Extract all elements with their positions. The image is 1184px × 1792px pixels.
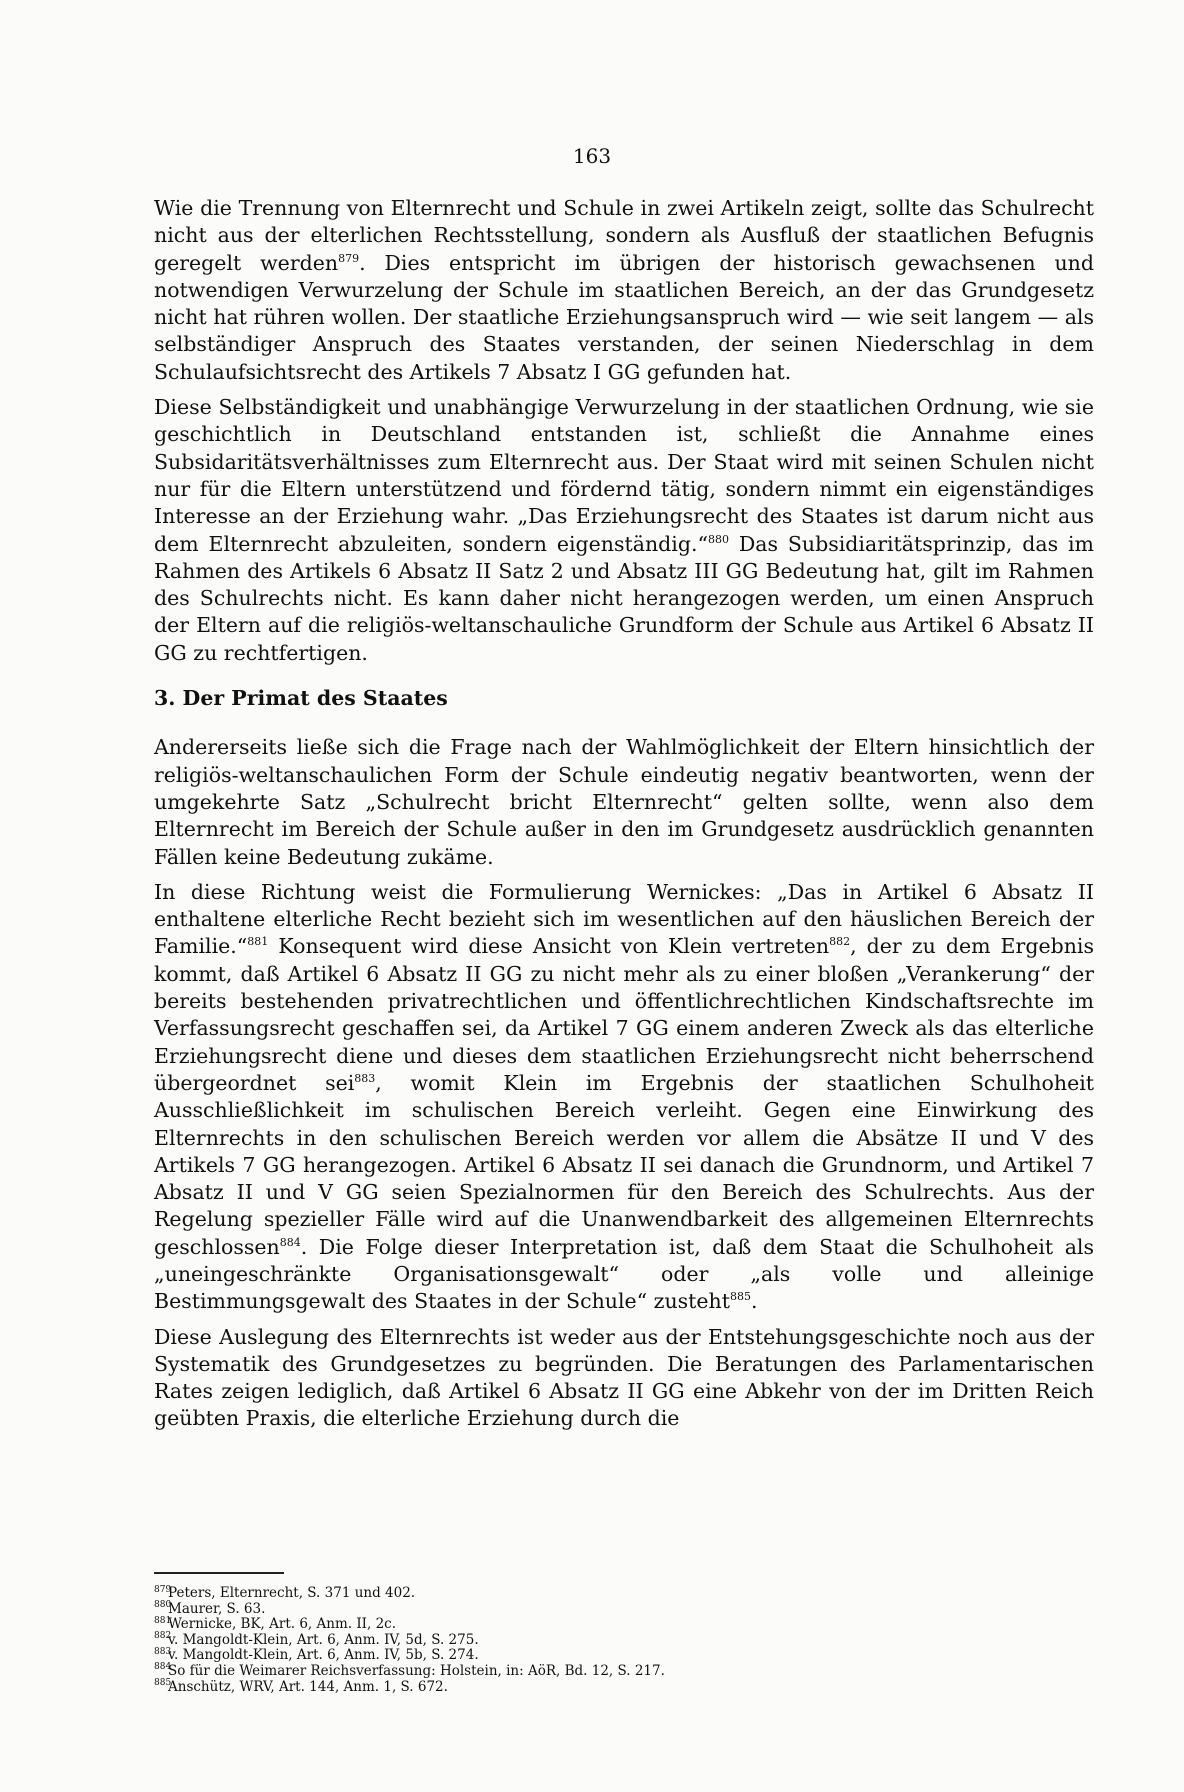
footnote-text: Maurer, S. 63. [168,1600,266,1617]
page-number: 163 [572,144,612,168]
paragraph [154,879,1094,1316]
text-segment: . [751,1289,758,1314]
footnote-reference: 881 [247,935,269,949]
footnotes [154,1586,1054,1695]
footnote-text: Wernicke, BK, Art. 6, Anm. II, 2c. [168,1616,397,1633]
footnote: 882v. Mangoldt-Klein, Art. 6, Anm. IV, 5d, S. 275. [154,1631,479,1648]
paragraph [154,394,1094,667]
footnote: 883v. Mangoldt-Klein, Art. 6, Anm. IV, 5b, S. 274. [154,1646,479,1664]
footnote-reference: 884 [279,1235,301,1249]
footnote-reference: 879 [338,251,360,265]
footnote-text: Peters, Elternrecht, S. 371 und 402. [168,1585,416,1601]
text-segment: , der zu dem Ergebnis kommt, daß Artikel 6 Absatz II GG zu nicht mehr als zu einer bloßen „Verankerung“ der bereits bestehenden privatrechtlichen und öffentlichrechtlichen Kindschaftsrechte im Verfassungsrecht geschaffen sei, da Artikel 7 GG einem anderen Zweck als das elterliche Erziehungsrecht diene und dieses dem staatlichen Erziehungsrecht nicht beherrschend übergeordnet sei [154,934,1094,1095]
text-segment: 3. Der Primat des Staates [154,686,448,711]
footnote: 881Wernicke, BK, Art. 6, Anm. II, 2c. [154,1615,397,1633]
footnote: 884So für die Weimarer Reichsverfassung: Holstein, in: AöR, Bd. 12, S. 217. [154,1662,665,1679]
text-segment: Das Subsidiaritätsprinzip, das im Rahmen des Artikels 6 Absatz II Satz 2 und Absatz III GG Bedeutung hat, gilt im Rahmen des Schulrechts nicht. Es kann daher nicht herangezogen werden, um einen Anspruch der Eltern auf die religiös-weltanschauliche Grundform der Schule aus Artikel 6 Absatz II GG zu rechtfertigen. [154,531,1094,665]
footnote-reference: 880 [707,532,729,546]
footnote-reference: 883 [354,1072,376,1086]
paragraph [154,1324,1094,1433]
footnote-text: Anschütz, WRV, Art. 144, Anm. 1, S. 672. [168,1678,448,1695]
text-segment: . Die Folge dieser Interpretation ist, daß dem Staat die Schulhoheit als „uneingeschränkte Organisationsgewalt“ oder „als volle und alleinige Bestimmungsgewalt des Staates in der Schule“ zusteht [154,1234,1094,1314]
text-segment: , womit Klein im Ergebnis der staatlichen Schulhoheit Ausschließlichkeit im schulischen Bereich verleiht. Gegen eine Einwirkung des Elternrechts in den schulischen Bereich werden vor allem die Absätze II und V des Artikels 7 GG herangezogen. Artikel 6 Absatz II sei danach die Grundnorm, und Artikel 7 Absatz II und V GG seien Spezialnormen für den Bereich des Schulrechts. Aus der Regelung spezieller Fälle wird auf die Unanwendbarkeit des allgemeinen Elternrechts geschlossen [154,1070,1094,1259]
text-segment: Diese Auslegung des Elternrechts ist weder aus der Entstehungsgeschichte noch aus der Systematik des Grundgesetzes zu begründen. Die Beratungen des Parlamentarischen Rates zeigen lediglich, daß Artikel 6 Absatz II GG eine Abkehr von der im Dritten Reich geübten Praxis, die elterliche Erziehung durch die [154,1324,1094,1431]
footnote-text: So für die Weimarer Reichsverfassung: Holstein, in: AöR, Bd. 12, S. 217. [168,1662,665,1679]
paragraph [154,734,1094,870]
text-segment: Wie die Trennung von Elternrecht und Schule in zwei Artikeln zeigt, sollte das Schulrecht nicht aus der elterlichen Rechtsstellung, sondern als Ausfluß der staatlichen Befugnis geregelt werden [154,196,1094,275]
paragraph [154,195,1094,386]
footnote: 880Maurer, S. 63. [154,1600,266,1617]
text-segment: Diese Selbständigkeit und unabhängige Verwurzelung in der staatlichen Ordnung, wie sie geschichtlich in Deutschland entstanden ist, schließt die Annahme eines Subsidaritätsverhältnisses zum Elternrecht aus. Der Staat wird mit seinen Schulen nicht nur für die Eltern unterstützend und fördernd tätig, sondern nimmt ein eigenständiges Interesse an der Erziehung wahr. „Das Erziehungsrecht des Staates ist darum nicht aus dem Elternrecht abzuleiten, sondern eigenständig.“ [154,395,1094,556]
text-segment: Konsequent wird diese Ansicht von Klein vertreten [268,934,830,959]
body-text [154,195,1094,1441]
footnote: 879Peters, Elternrecht, S. 371 und 402. [154,1584,416,1601]
footnote-text: v. Mangoldt-Klein, Art. 6, Anm. IV, 5d, S. 275. [168,1631,479,1648]
footnote-reference: 885 [730,1290,751,1304]
text-segment: Andererseits ließe sich die Frage nach der Wahlmöglichkeit der Eltern hinsichtlich der religiös-weltanschaulichen Form der Schule eindeutig negativ beantworten, wenn der umgekehrte Satz „Schulrecht bricht Elternrecht“ gelten sollte, wenn also dem Elternrecht im Bereich der Schule außer in den im Grundgesetz ausdrücklich genannten Fällen keine Bedeutung zukäme. [154,735,1094,869]
text-segment: In diese Richtung weist die Formulierung Wernickes: „Das in Artikel 6 Absatz II enthaltene elterliche Recht bezieht sich im wesentlichen auf den häuslichen Bereich der Familie.“ [154,879,1094,959]
footnote: 885Anschütz, WRV, Art. 144, Anm. 1, S. 672. [154,1678,448,1695]
footnote-divider [154,1572,284,1574]
text-segment: . Dies entspricht im übrigen der historisch gewachsenen und notwendigen Verwurzelung der Schule im staatlichen Bereich, an der das Grundgesetz nicht hat rühren wollen. Der staatliche Erziehungsanspruch wird — wie seit langem — als selbständiger Anspruch des Staates verstanden, der seinen Niederschlag in dem Schulaufsichtsrecht des Artikels 7 Absatz I GG gefunden hat. [154,250,1094,384]
footnote-reference: 882 [829,935,851,949]
section-heading [154,685,1094,712]
footnote-text: v. Mangoldt-Klein, Art. 6, Anm. IV, 5b, S. 274. [168,1647,479,1664]
